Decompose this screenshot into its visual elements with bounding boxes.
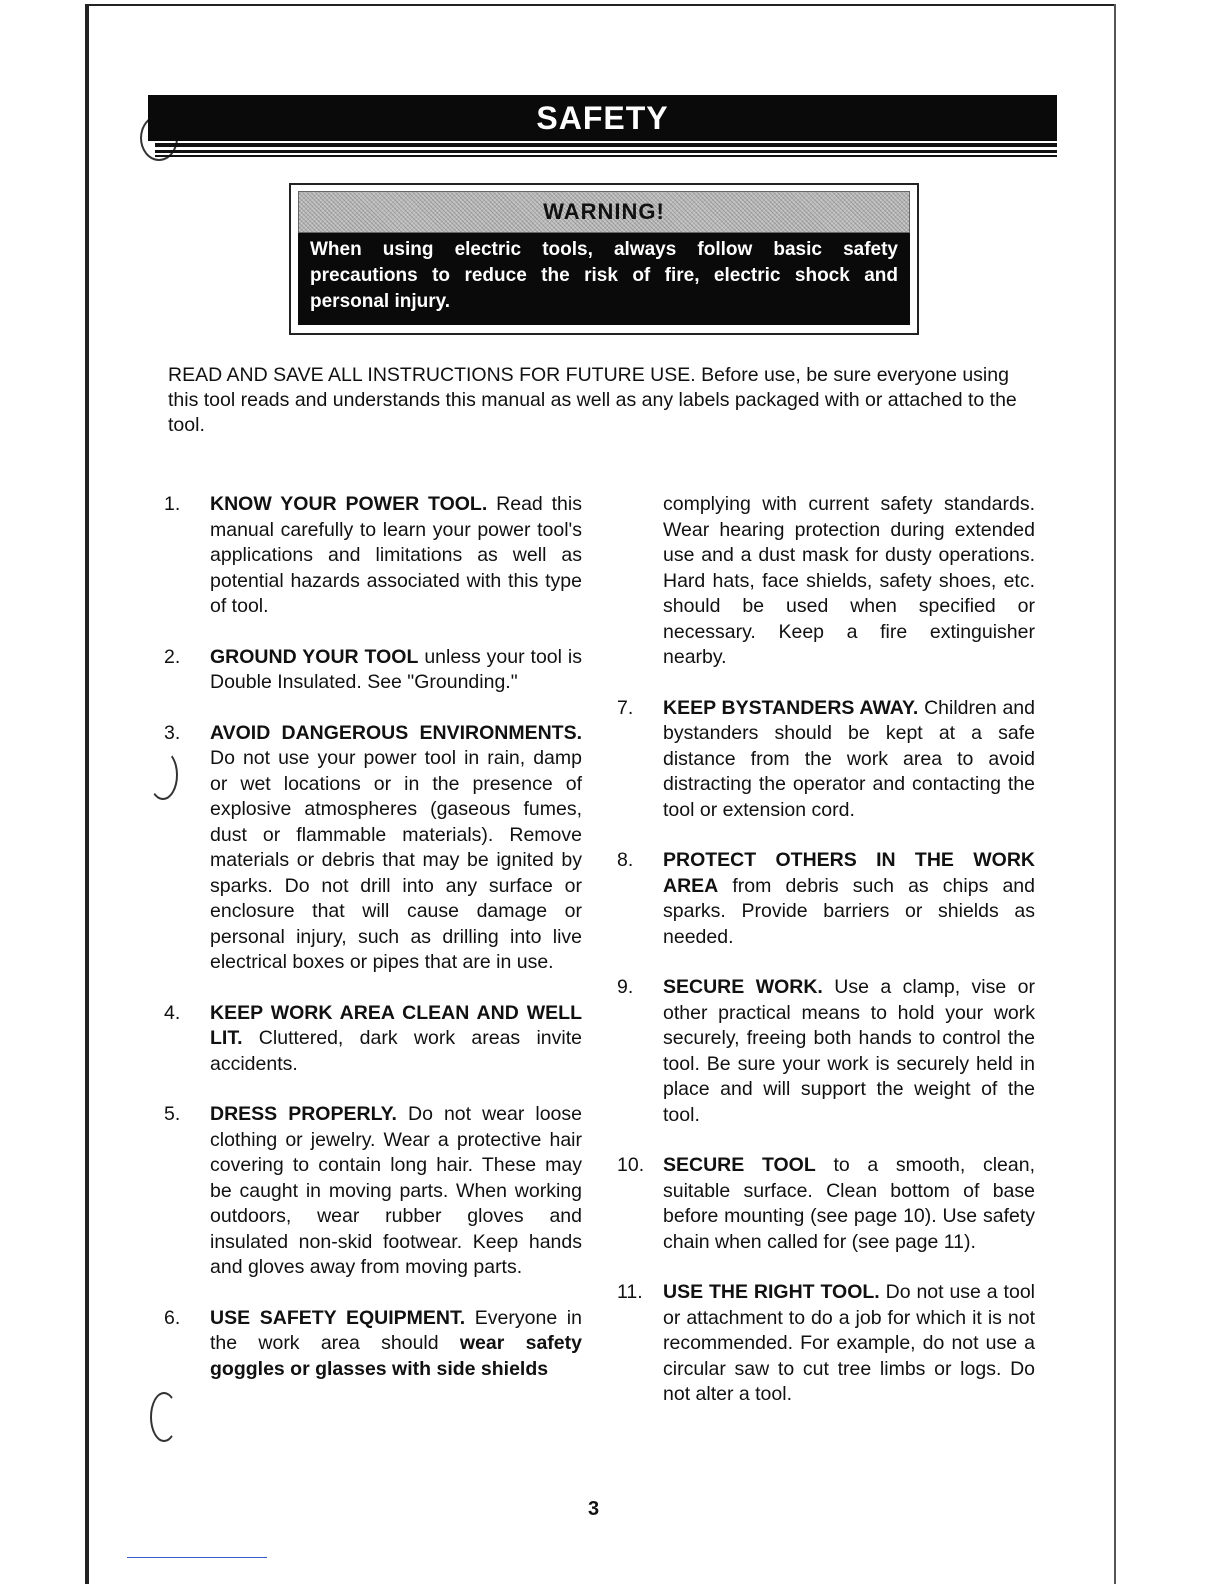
item-number: 3.: [164, 721, 181, 744]
item-number: 1.: [164, 493, 181, 515]
page-border-top: [85, 4, 1115, 6]
list-item: [617, 848, 1035, 950]
section-header: [148, 95, 1057, 141]
item-title: KEEP WORK AREA CLEAN AND WELL LIT.: [210, 1001, 582, 1049]
left-column: [164, 492, 582, 1382]
item-title: DRESS PROPERLY.: [210, 1103, 397, 1125]
item-text: Everyone in the work area should: [210, 1306, 582, 1354]
header-rule: [155, 150, 1057, 153]
item-text: Do not use a tool or attachment to do a job for which it is not recommended. For example, do not use a circular saw to cut tree limbs or logs. Do not alter a tool.: [663, 1281, 1035, 1405]
item-title: USE THE RIGHT TOOL.: [663, 1281, 880, 1303]
item-number: 5.: [164, 1103, 181, 1125]
list-item: [617, 696, 1035, 824]
item-text: Children and bystanders should be kept at a safe distance from the work area to avoid distracting the operator and contacting the tool or extension cord.: [663, 696, 1035, 821]
item-number: 7.: [617, 696, 634, 719]
page-border-right: [1114, 4, 1116, 1584]
item-text: Cluttered, dark work areas invite accidents.: [210, 1027, 582, 1075]
warning-title: WARNING!: [543, 199, 665, 224]
header-rule: [155, 155, 1057, 157]
item-number: 6.: [164, 1306, 181, 1329]
item-number: 4.: [164, 1001, 181, 1024]
item-title: SECURE TOOL: [663, 1154, 816, 1176]
item-text: to a smooth, clean, suitable surface. Clean bottom of base before mounting (see page 10). Use safety chain when called for (see page 11).: [663, 1154, 1035, 1253]
list-item: [164, 1306, 582, 1383]
item-number: 11.: [617, 1281, 643, 1303]
page-title: SAFETY: [536, 99, 669, 136]
warning-header: [298, 191, 910, 233]
list-item: [164, 721, 582, 976]
item-text-bold: wear safety goggles or glasses with side shields: [210, 1332, 582, 1380]
item-title: KEEP BYSTANDERS AWAY.: [663, 696, 919, 719]
item-number: 8.: [617, 849, 634, 871]
item-title: PROTECT OTHERS IN THE WORK AREA: [663, 849, 1035, 897]
right-column: [617, 492, 1035, 1408]
list-item: [617, 975, 1035, 1128]
warning-text: When using electric tools, always follow basic safety precautions to reduce the risk of fire, electric shock and personal injury.: [298, 233, 910, 325]
item-title: AVOID DANGEROUS ENVIRONMENTS.: [210, 721, 582, 744]
list-item: [164, 1001, 582, 1078]
item-text: Read this manual carefully to learn your power tool's applications and limitations as well as potential hazards associated with this type of tool.: [210, 493, 582, 617]
intro-paragraph: READ AND SAVE ALL INSTRUCTIONS FOR FUTURE USE. Before use, be sure everyone using this tool reads and understands this manual as well as any labels packaged with or attached to the tool.: [168, 364, 1017, 436]
item-text: unless your tool is Double Insulated. See "Grounding.": [210, 645, 583, 693]
item-continuation: complying with current safety standards. Wear hearing protection during extended use and a dust mask for dusty operations. Hard hats, face shields, safety shoes, etc. should be used when specified or necessary. Keep a fire extinguisher nearby.: [663, 493, 1035, 668]
page-border-left: [85, 4, 89, 1584]
item-text: Do not wear loose clothing or jewelry. Wear a protective hair covering to contain long hair. These may be caught in moving parts. When working outdoors, wear rubber gloves and insulated non-skid footwear. Keep hands and gloves away from moving parts.: [210, 1103, 582, 1278]
item-number: 9.: [617, 976, 634, 998]
footer-line: [127, 1557, 267, 1558]
item-text: Use a clamp, vise or other practical means to hold your work securely, freeing both hands to control the tool. Be sure your work is securely held in place and will support the weight of the tool.: [663, 976, 1035, 1126]
item-number: 10.: [617, 1154, 645, 1176]
item-title: SECURE WORK.: [663, 976, 823, 998]
header-rule: [155, 143, 1057, 147]
item-title: KNOW YOUR POWER TOOL.: [210, 493, 488, 515]
warning-box: [289, 183, 919, 335]
list-item: [617, 1280, 1035, 1408]
page-number: 3: [588, 1498, 600, 1520]
binder-hole-icon: [150, 1392, 178, 1442]
list-item: [164, 492, 582, 620]
item-text: Do not use your power tool in rain, damp or wet locations or in the presence of explosive atmospheres (gaseous fumes, dust or flammable materials). Remove materials or debris that may be ignited by sparks. Do not drill into any surface or enclosure that will cause damage or personal injury, such as drilling into live electrical boxes or pipes that are in use.: [210, 747, 582, 973]
list-item: [617, 1153, 1035, 1255]
item-title: GROUND YOUR TOOL: [210, 645, 419, 668]
list-item: [164, 645, 582, 696]
list-item: [164, 1102, 582, 1281]
item-number: 2.: [164, 645, 181, 668]
item-text: from debris such as chips and sparks. Provide barriers or shields as needed.: [663, 874, 1035, 948]
item-title: USE SAFETY EQUIPMENT.: [210, 1306, 466, 1329]
